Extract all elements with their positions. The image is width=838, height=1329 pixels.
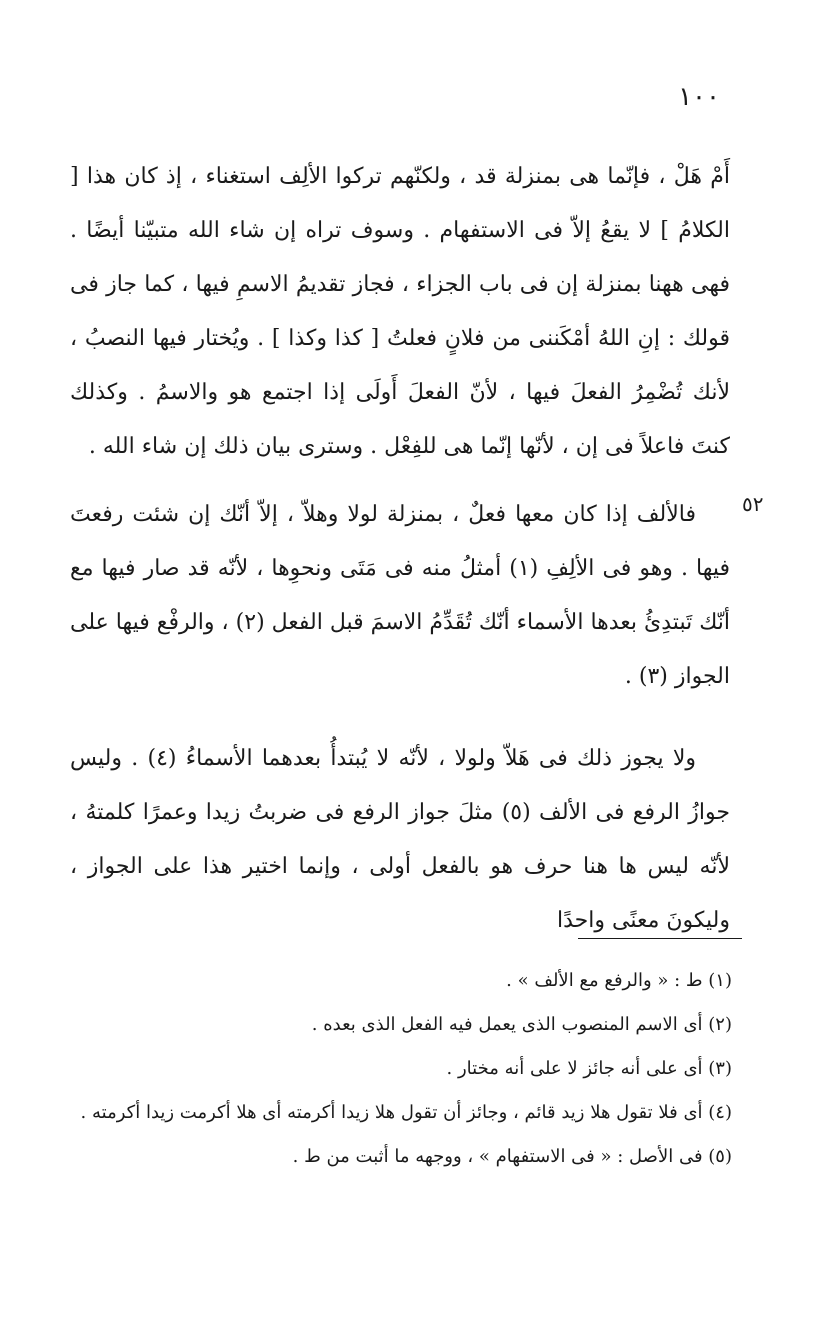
footnote-5: (٥) فى الأصل : « فى الاستفهام » ، ووجهه ما أثبت من ط . [292,1146,732,1167]
margin-reference-number: ٥٢ [742,492,764,516]
footnote-4: (٤) أى فلا تقول هلا زيد قائم ، وجائز أن تقول هلا زيدا أكرمته أى هلا أكرمت زيدا أكرمته . [80,1102,732,1123]
footnote-divider [578,938,742,939]
footnote-2: (٢) أى الاسم المنصوب الذى يعمل فيه الفعل الذى بعده . [311,1014,732,1035]
paragraph-1: أَمْ هَلْ ، فإنّما هى بمنزلة قد ، ولكنّهم تركوا الألِف استغناء ، إذ كان هذا [ الكلامُ ] لا يقعُ إلاّ فى الاستفهام . وسوف تراه إن شاء الله متبيّنا أيضًا . فهى ههنا بمنزلة إن فى باب الجزاء ، فجاز تقديمُ الاسمِ فيها ، كما جاز فى قولك : إنِ اللهُ أمْكَننى من فلانٍ فعلتُ [ كذا وكذا ] . ويُختار فيها النصبُ ، لأنك تُضْمِرُ الفعلَ فيها ، لأنّ الفعلَ أَولَى إذا اجتمع هو والاسمُ . وكذلك كنتَ فاعلاً فى إن ، لأنّها إنّما هى للفِعْل . وسترى بيان ذلك إن شاء الله . [70,164,730,459]
paragraph-3: ولا يجوز ذلك فى هَلاّ ولولا ، لأنّه لا يُبتدأُ بعدهما الأسماءُ (٤) . وليس جوازُ الرفع فى الألف (٥) مثلَ جواز الرفع فى ضربتُ زيدا وعمرًا كلمتهُ ، لأنّه ليس ها هنا حرف هو بالفعل أولى ، وإنما اختير هذا على الجواز ، وليكونَ معنًى واحدًا [70,746,730,933]
footnote-1: (١) ط : « والرفع مع الألف » . [506,970,732,991]
footnotes [60,966,732,1186]
page-number: ١٠٠ [678,82,720,112]
paragraph-2: فالألف إذا كان معها فعلٌ ، بمنزلة لولا وهلاّ ، إلاّ أنّك إن شئت رفعتَ فيها . وهو فى الألِفِ (١) أمثلُ منه فى مَتَى ونحوِها ، لأنّه قد صار فيها مع أنّك تَبتدِئُ بعدها الأسماء أنّك تُقَدِّمُ الاسمَ قبل الفعل (٢) ، والرفْع فيها على الجواز (٣) . [70,502,730,689]
footnote-3: (٣) أى على أنه جائز لا على أنه مختار . [446,1058,732,1079]
